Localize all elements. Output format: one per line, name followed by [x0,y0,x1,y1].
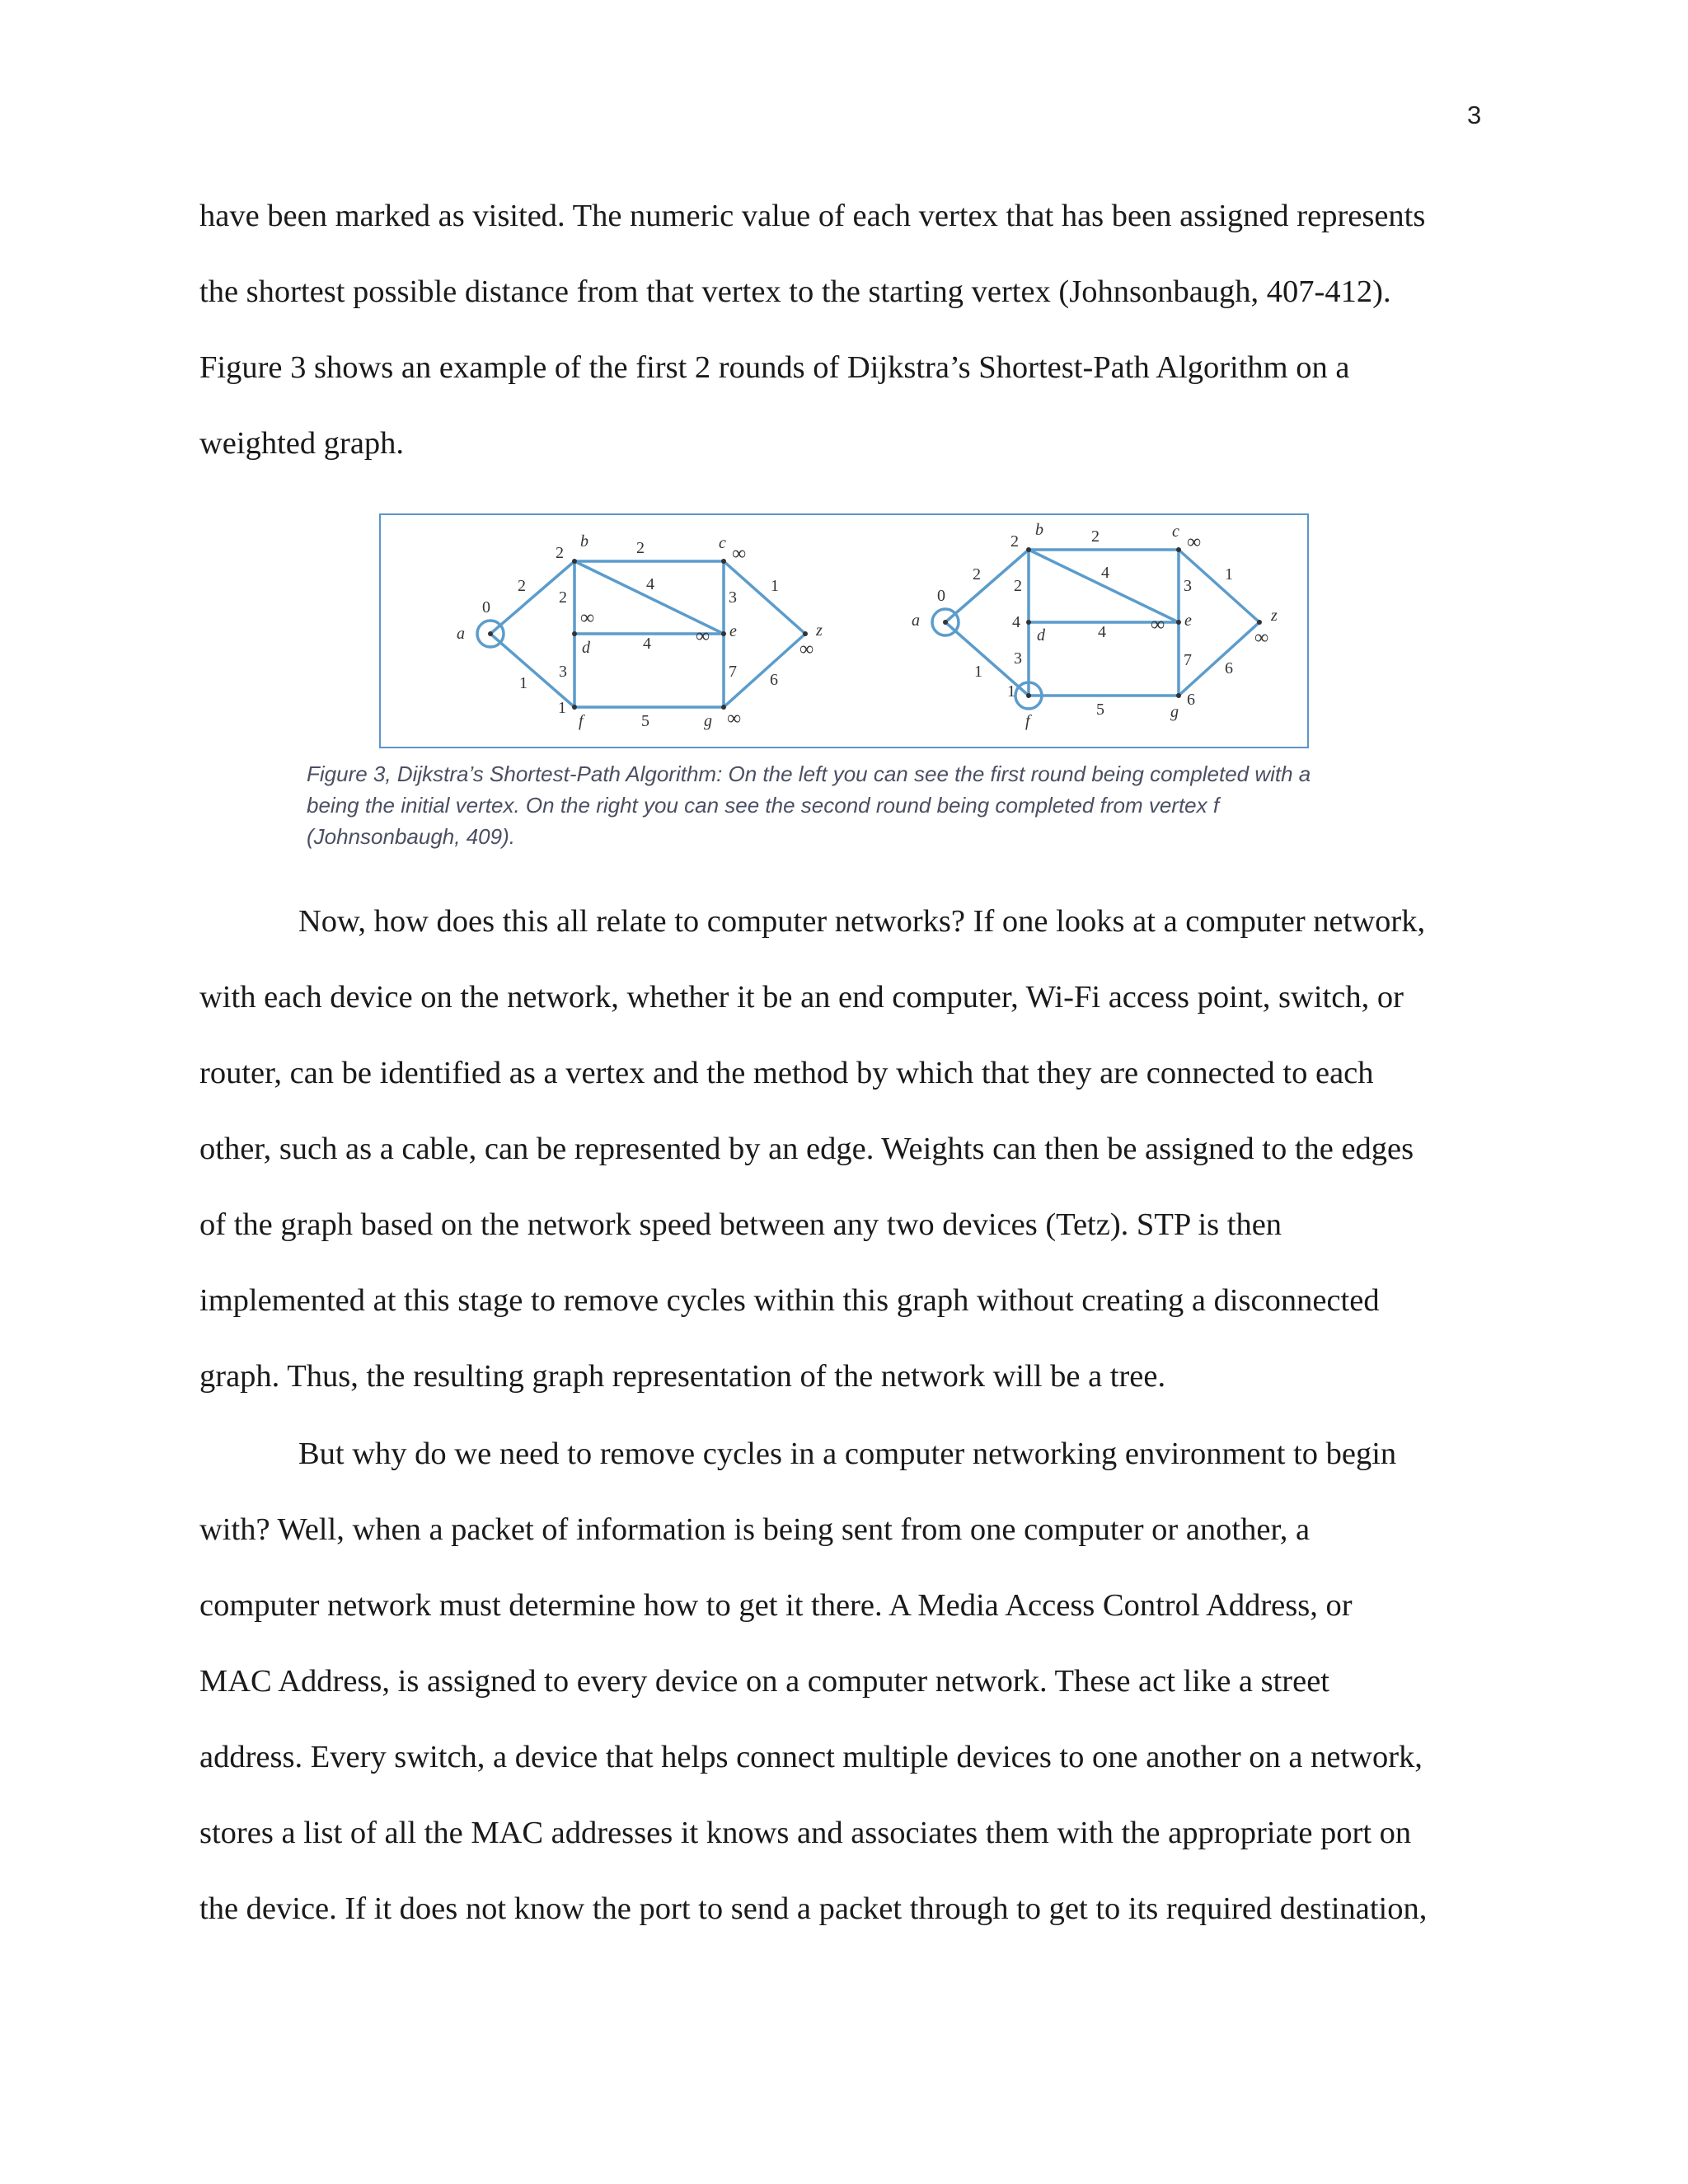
vertex-value: 6 [1187,691,1195,709]
vertex-label: c [1172,523,1179,541]
caption-line: (Johnsonbaugh, 409). [307,824,515,849]
caption-line: Figure 3, Dijkstra’s Shortest-Path Algorithm: On the left you can see the first round being completed with a [307,762,1311,786]
edge-weight: 1 [771,577,779,595]
vertex-value: ∞ [1254,627,1269,649]
text-line: graph. Thus, the resulting graph representation of the network will be a tree. [199,1359,1166,1394]
text-line: MAC Address, is assigned to every device on a computer network. These act like a street [199,1664,1329,1699]
text-line: of the graph based on the network speed between any two devices (Tetz). STP is then [199,1207,1282,1242]
text-line: with? Well, when a packet of information is being sent from one computer or another, a [199,1512,1311,1547]
vertex-value: ∞ [580,607,595,629]
vertex-label: z [816,621,823,640]
edge-weight: 4 [1098,623,1106,641]
edge-weight: 5 [641,712,649,730]
page-number: 3 [1467,101,1482,129]
text-line: Figure 3 shows an example of the first 2 rounds of Dijkstra’s Shortest-Path Algorithm on a [199,350,1350,385]
text-line: with each device on the network, whether it be an end computer, Wi-Fi access point, switch, or [199,980,1404,1015]
edge-weight: 3 [1014,649,1022,668]
text-line: Now, how does this all relate to computer networks? If one looks at a computer network, [298,904,1426,939]
text-line: implemented at this stage to remove cycles within this graph without creating a disconnected [199,1283,1380,1318]
edge-b-e [1029,550,1179,622]
vertex-value: 2 [1010,532,1019,551]
text-line: computer network must determine how to get it there. A Media Access Control Address, or [199,1588,1353,1623]
edge-weight: 4 [646,575,654,593]
vertex-value: ∞ [1151,614,1165,635]
vertex-value: 0 [482,598,490,616]
vertex-value: 1 [1007,682,1015,701]
vertex-label: f [579,712,584,730]
text-line: have been marked as visited. The numeric value of each vertex that has been assigned represents [199,199,1426,233]
vertex-label: e [1184,612,1192,630]
vertex-value: 1 [558,699,566,717]
text-line: stores a list of all the MAC addresses it knows and associates them with the appropriate port on [199,1816,1412,1850]
edge-weight: 1 [519,674,528,692]
text-line: the device. If it does not know the port to send a packet through to get to its required destination, [199,1891,1428,1926]
vertex-label: f [1025,712,1030,730]
vertex-label: d [582,639,590,657]
edge-weight: 7 [729,663,737,681]
vertex-value: 4 [1012,613,1020,631]
edge-weight: 6 [1225,659,1233,677]
vertex-label: c [719,534,726,552]
figure-graphs-svg [381,515,1311,750]
edge-weight: 3 [729,588,737,607]
edge-weight: 4 [643,635,651,653]
vertex-value: ∞ [799,639,814,660]
vertex-label: e [729,622,737,640]
right-graph [932,550,1259,709]
caption-line: being the initial vertex. On the right you can see the second round being completed from vertex f [307,793,1220,818]
edge-weight: 6 [770,671,778,689]
vertex-label: a [457,625,465,643]
edge-weight: 2 [518,577,526,595]
edge-weight: 4 [1101,564,1109,582]
vertex-value: 2 [556,544,564,562]
left-graph-weights [518,539,779,730]
vertex-label: b [580,532,588,551]
edge-weight: 2 [1091,527,1100,546]
edge-weight: 2 [973,565,981,583]
right-graph-values [937,532,1268,709]
vertex-value: ∞ [1187,532,1202,553]
edge-weight: 3 [1184,577,1192,595]
vertex-label: b [1035,521,1043,539]
edge-weight: 1 [1225,565,1233,583]
edge-weight: 1 [974,663,982,681]
vertex-value: ∞ [727,708,742,729]
text-line: router, can be identified as a vertex and the method by which that they are connected to each [199,1056,1374,1090]
vertex-label: d [1037,626,1045,644]
edge-weight: 2 [1014,577,1022,595]
edge-weight: 3 [559,663,567,681]
text-line: the shortest possible distance from that vertex to the starting vertex (Johnsonbaugh, 407-412). [199,274,1391,309]
edge-weight: 2 [559,588,567,607]
vertex-label: a [912,612,920,630]
text-line: weighted graph. [199,426,405,461]
edge-weight: 2 [636,539,645,557]
text-line: address. Every switch, a device that helps connect multiple devices to one another on a network, [199,1740,1423,1774]
text-line: other, such as a cable, can be represented by an edge. Weights can then be assigned to the edges [199,1132,1414,1166]
edge-b-e [574,561,724,634]
text-line: But why do we need to remove cycles in a computer networking environment to begin [298,1436,1397,1471]
vertex-value: ∞ [732,543,747,565]
edge-weight: 5 [1096,701,1104,719]
vertex-label: g [704,712,712,730]
vertex-label: z [1271,607,1278,625]
figure-3-dijkstra-graphs [379,513,1309,748]
vertex-label: g [1170,703,1179,721]
right-graph-labels [912,521,1278,730]
edge-weight: 7 [1184,651,1192,669]
vertex-value: 0 [937,587,945,605]
vertex-value: ∞ [696,626,710,647]
